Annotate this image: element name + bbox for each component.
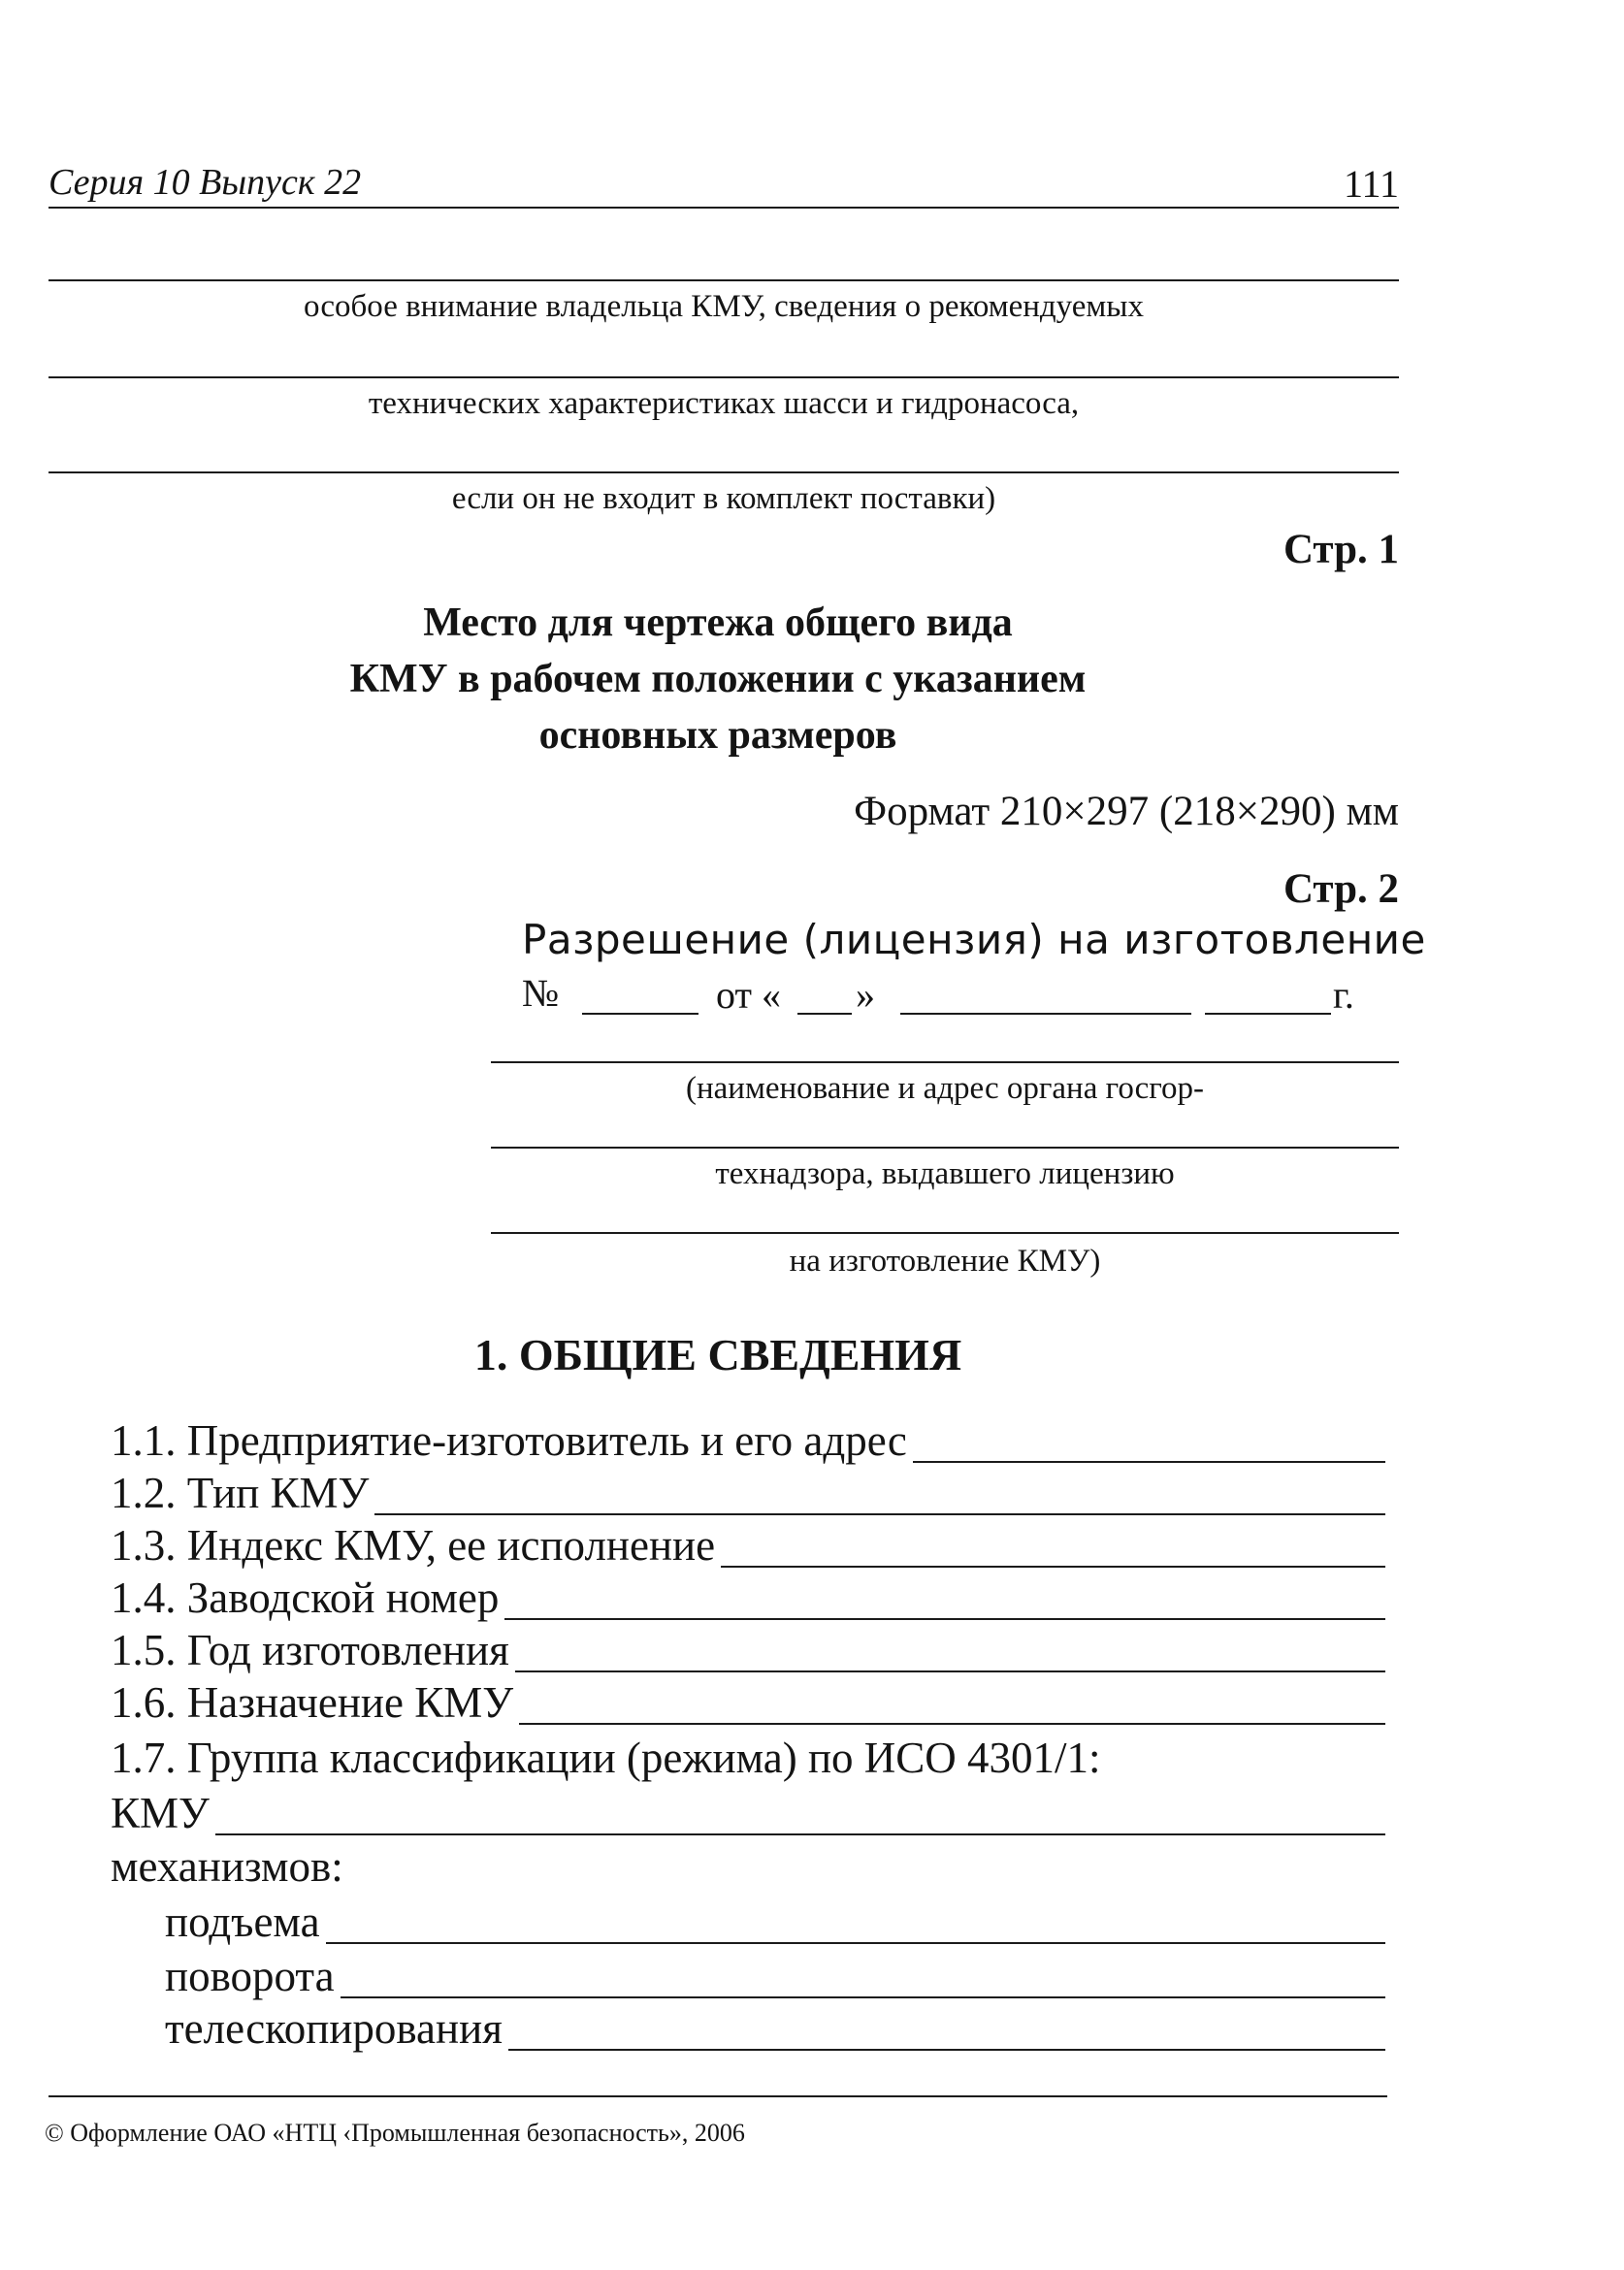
field-label: 1.4. Заводской номер [111,1573,500,1622]
license-number-row [522,970,1366,1024]
license-month-field[interactable] [900,1013,1191,1015]
note-rule-2 [49,376,1399,378]
number-sign: № [522,971,560,1015]
page-number: 111 [1343,162,1399,206]
field-label: телескопирования [165,2004,503,2053]
owner-note-line-2: технических характеристиках шасси и гидронасоса, [368,386,1080,421]
field-label: 1.1. Предприятие-изготовитель и его адрес [111,1416,907,1465]
field-blank[interactable] [341,1962,1385,1998]
note-rule-3 [49,471,1399,473]
field-blank[interactable] [374,1478,1385,1515]
series-issue-header: Серия 10 Выпуск 22 [49,162,362,203]
page-2-label: Стр. 2 [1283,866,1399,912]
field-blank[interactable] [721,1531,1385,1568]
field-manufacturer[interactable] [111,1411,1385,1463]
field-label: 1.3. Индекс КМУ, ее исполнение [111,1521,716,1570]
from-label: от « [716,973,781,1017]
field-blank[interactable] [913,1426,1385,1463]
header-rule [49,207,1399,209]
field-telescoping-group[interactable] [165,1998,1385,2051]
field-label: 1.6. Назначение КМУ [111,1678,514,1727]
field-slewing-group[interactable] [165,1946,1385,1998]
field-label: поворота [165,1952,335,2000]
authority-caption-3: на изготовление КМУ) [789,1244,1101,1279]
authority-field-line-1[interactable] [491,1061,1399,1063]
format-size: Формат 210×297 (218×290) мм [854,789,1399,834]
license-year-field[interactable] [1205,1013,1331,1015]
field-manufacture-year[interactable] [111,1620,1385,1672]
field-label: КМУ [111,1789,210,1837]
field-kmu-type[interactable] [111,1463,1385,1515]
drawing-caption-line-3: основных размеров [538,713,897,758]
page-1-label: Стр. 1 [1283,527,1399,572]
license-number-field[interactable] [582,1013,698,1015]
section-title: 1. ОБЩИЕ СВЕДЕНИЯ [473,1330,962,1379]
field-label: подъема [165,1897,320,1946]
field-label: 1.2. Тип КМУ [111,1469,370,1517]
field-serial-number[interactable] [111,1568,1385,1620]
field-lifting-group[interactable] [165,1892,1385,1944]
drawing-caption-line-2: КМУ в рабочем положении с указанием [349,657,1087,701]
year-suffix: г. [1333,973,1354,1017]
field-kmu-group[interactable] [111,1783,1385,1835]
field-purpose[interactable] [111,1672,1385,1725]
mechanisms-heading: механизмов: [111,1842,343,1891]
field-blank[interactable] [326,1907,1385,1944]
field-blank[interactable] [515,1636,1385,1672]
field-blank[interactable] [215,1799,1385,1835]
owner-note-line-1: особое внимание владельца КМУ, сведения о рекомендуемых [304,289,1144,324]
field-blank[interactable] [504,1583,1385,1620]
authority-field-line-3[interactable] [491,1232,1399,1234]
field-blank[interactable] [519,1688,1385,1725]
drawing-caption-line-1: Место для чертежа общего вида [423,600,1013,645]
copyright-footer: © Оформление ОАО «НТЦ ‹Промышленная безопасность», 2006 [45,2119,745,2147]
field-blank[interactable] [508,2014,1385,2051]
footer-rule [49,2095,1387,2097]
license-title: Разрешение (лицензия) на изготовление [522,916,1426,963]
classification-group-heading: 1.7. Группа классификации (режима) по ИСО 4301/1: [111,1734,1101,1782]
authority-caption-1: (наименование и адрес органа госгор- [686,1071,1204,1106]
field-label: 1.5. Год изготовления [111,1626,509,1674]
license-day-field[interactable] [797,1013,852,1015]
field-kmu-index[interactable] [111,1515,1385,1568]
close-quote: » [856,973,875,1017]
note-rule-1 [49,279,1399,281]
authority-caption-2: технадзора, выдавшего лицензию [715,1156,1175,1191]
owner-note-line-3: если он не входит в комплект поставки) [451,481,996,516]
authority-field-line-2[interactable] [491,1147,1399,1149]
